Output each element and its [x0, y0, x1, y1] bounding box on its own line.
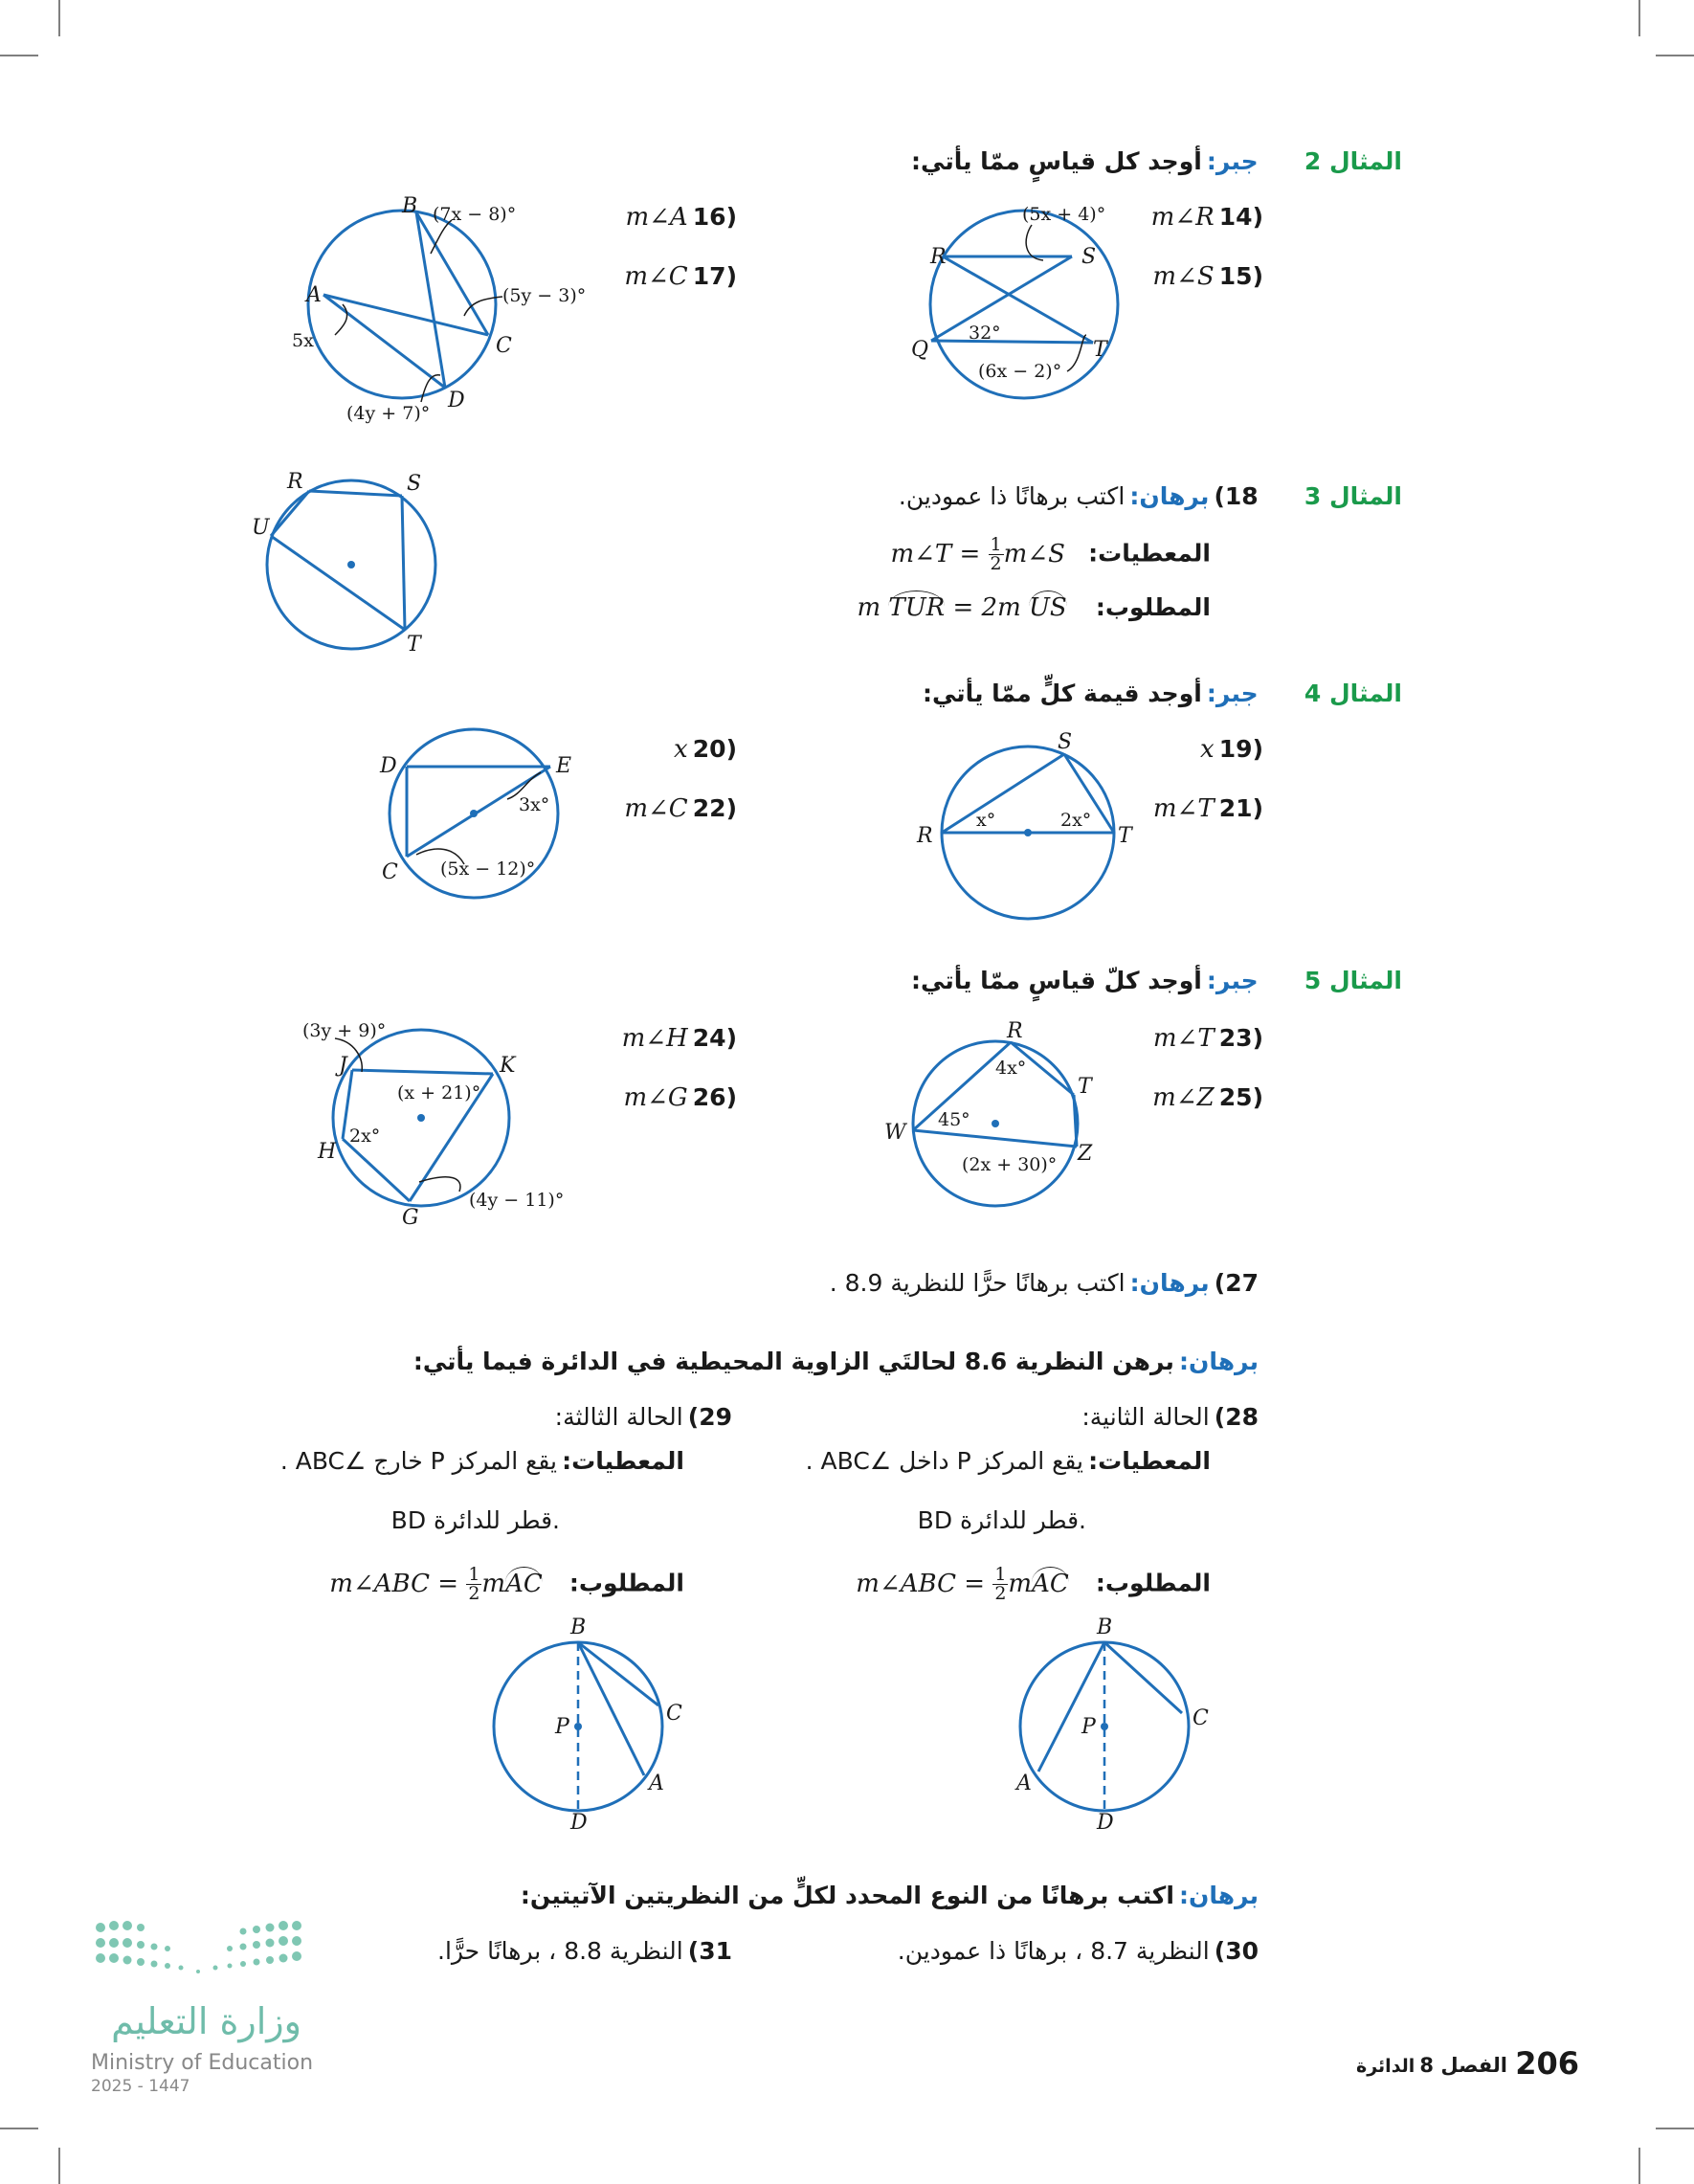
- example-label: المثال 2: [1304, 147, 1402, 175]
- chapter-info: الفصل 8 الدائرة: [1356, 2054, 1507, 2077]
- figure-14-15: [890, 191, 1139, 412]
- page-number: 206: [1515, 2045, 1579, 2082]
- svg-text:(x + 21)°: (x + 21)°: [397, 1082, 481, 1103]
- problem-22: m∠C 22): [624, 794, 737, 823]
- prove-18: المطلوب: m TUR = 2m US: [636, 593, 1211, 622]
- arc-label-right: (5y − 3)°: [502, 285, 587, 306]
- svg-text:2x°: 2x°: [349, 1125, 381, 1147]
- svg-text:C: C: [1192, 1706, 1209, 1730]
- problem-21: m∠T 21): [1152, 794, 1263, 823]
- label-Q: Q: [911, 338, 929, 362]
- arc-label-top: (5x + 4)°: [1022, 204, 1106, 225]
- figure-19-21: [909, 723, 1139, 924]
- ministry-name-ar: وزارة التعليم: [111, 2000, 301, 2042]
- svg-text:(2x + 30)°: (2x + 30)°: [962, 1154, 1058, 1175]
- figure-24-26: [297, 1014, 603, 1235]
- svg-text:T: T: [1078, 1075, 1092, 1099]
- svg-text:H: H: [318, 1140, 337, 1164]
- svg-text:4x°: 4x°: [995, 1058, 1027, 1079]
- svg-text:P: P: [555, 1715, 569, 1739]
- svg-text:W: W: [884, 1121, 906, 1145]
- svg-text:D: D: [570, 1811, 588, 1835]
- svg-text:(5x − 12)°: (5x − 12)°: [440, 858, 536, 880]
- svg-text:J: J: [339, 1054, 347, 1078]
- svg-text:P: P: [1081, 1715, 1096, 1739]
- problem-28-given: المعطيات: يقع المركز P داخل ∠ABC .: [805, 1447, 1211, 1475]
- example-2-header: [636, 147, 1402, 175]
- arc-label-bottom: (6x − 2)°: [978, 361, 1062, 382]
- svg-text:T: T: [1118, 824, 1132, 848]
- svg-text:D: D: [380, 754, 397, 778]
- svg-text:Z: Z: [1078, 1142, 1093, 1166]
- svg-text:2x°: 2x°: [1060, 810, 1092, 831]
- svg-text:B: B: [1097, 1616, 1113, 1639]
- svg-text:(3y + 9)°: (3y + 9)°: [302, 1020, 387, 1041]
- label-T: T: [1093, 338, 1107, 362]
- label-S: S: [1081, 245, 1097, 269]
- problem-31: 31) النظرية 8.8 ، برهانًا حرًّا.: [437, 1937, 732, 1965]
- problem-19: x 19): [1200, 735, 1263, 764]
- example-5-header: المثال 5 جبر: أوجد كلّ قياسٍ ممّا يأتي:: [911, 967, 1402, 994]
- given-18: المعطيات: m∠T = $\frac{1}{2}$ m∠S: [890, 534, 1211, 574]
- example-4-header: المثال 4 جبر: أوجد قيمة كلٍّ ممّا يأتي:: [923, 680, 1402, 707]
- svg-text:R: R: [1007, 1019, 1023, 1043]
- svg-text:S: S: [407, 472, 422, 496]
- svg-text:A: A: [649, 1772, 664, 1795]
- svg-text:45°: 45°: [938, 1109, 970, 1130]
- label-B: B: [402, 194, 418, 218]
- svg-text:3x°: 3x°: [519, 794, 550, 815]
- problem-15: m∠S 15): [1152, 262, 1263, 291]
- figure-29: [479, 1613, 699, 1842]
- problem-17: m∠C 17): [624, 262, 737, 291]
- angle-label: 32°: [969, 323, 1001, 344]
- svg-text:S: S: [1058, 730, 1073, 754]
- problem-29-case: 29) الحالة الثالثة:: [554, 1403, 732, 1431]
- svg-text:C: C: [666, 1702, 682, 1726]
- svg-text:D: D: [1097, 1811, 1114, 1835]
- svg-text:T: T: [407, 633, 421, 657]
- problem-28-prove: المطلوب: m∠ABC = $\frac{1}{2}$ mAC: [856, 1564, 1211, 1604]
- figure-23-25: [880, 1014, 1120, 1225]
- final-instruction: برهان: اكتب برهانًا من النوع المحدد لكلٍّ من النظريتين الآتيتين:: [520, 1882, 1259, 1909]
- problem-24: m∠H 24): [621, 1024, 737, 1053]
- example-3-header: المثال 3 18) برهان: اكتب برهانًا ذا عمودين.: [898, 482, 1402, 510]
- svg-text:x°: x°: [976, 810, 996, 831]
- problem-25: m∠Z 25): [1152, 1083, 1263, 1112]
- svg-text:R: R: [287, 470, 303, 494]
- svg-text:E: E: [556, 754, 572, 778]
- svg-text:B: B: [570, 1616, 587, 1639]
- ministry-name-en: Ministry of Education: [91, 2051, 314, 2075]
- problem-20: x 20): [674, 735, 737, 764]
- problem-30: 30) النظرية 8.7 ، برهانًا ذا عمودين.: [897, 1937, 1259, 1965]
- ministry-year: 2025 - 1447: [91, 2077, 190, 2096]
- problem-26: m∠G 26): [623, 1083, 737, 1112]
- svg-text:U: U: [252, 516, 270, 540]
- arc-label-top: (7x − 8)°: [433, 204, 517, 225]
- arc-label-bottom: (4y + 7)°: [346, 403, 431, 424]
- problem-28-case: 28) الحالة الثانية:: [1081, 1403, 1259, 1431]
- ministry-logo-dots: [91, 1914, 311, 1991]
- label-A: A: [306, 283, 322, 307]
- svg-text:C: C: [382, 860, 398, 884]
- problem-29-prove: المطلوب: m∠ABC = $\frac{1}{2}$ mAC: [329, 1564, 684, 1604]
- svg-text:R: R: [917, 824, 933, 848]
- problem-16: m∠A 16): [625, 203, 737, 232]
- proof-instruction: برهان: برهن النظرية 8.6 لحالتَي الزاوية المحيطية في الدائرة فيما يأتي:: [412, 1348, 1259, 1375]
- svg-text:G: G: [402, 1206, 419, 1230]
- figure-16-17: [278, 191, 603, 431]
- figure-28: [1005, 1613, 1225, 1842]
- problem-14: m∠R 14): [1150, 203, 1263, 232]
- instruction: أوجد كل قياسٍ ممّا يأتي:: [911, 147, 1202, 175]
- problem-28-diameter: BD قطر للدائرة.: [917, 1506, 1086, 1534]
- algebra-tag: جبر:: [1206, 147, 1259, 175]
- arc-label-left: 5x: [292, 330, 314, 351]
- svg-text:A: A: [1016, 1772, 1032, 1795]
- figure-18: [244, 469, 455, 660]
- problem-27: 27) برهان: اكتب برهانًا حرًّا للنظرية 8.9 .: [829, 1269, 1259, 1297]
- svg-text:(4y − 11)°: (4y − 11)°: [469, 1190, 565, 1211]
- problem-29-diameter: BD قطر للدائرة.: [390, 1506, 560, 1534]
- label-R: R: [930, 245, 947, 269]
- svg-text:K: K: [500, 1054, 516, 1078]
- label-D: D: [448, 389, 465, 412]
- label-C: C: [496, 334, 512, 358]
- figure-20-22: [368, 723, 598, 914]
- problem-23: m∠T 23): [1152, 1024, 1263, 1053]
- problem-29-given: المعطيات: يقع المركز P خارج ∠ABC .: [279, 1447, 684, 1475]
